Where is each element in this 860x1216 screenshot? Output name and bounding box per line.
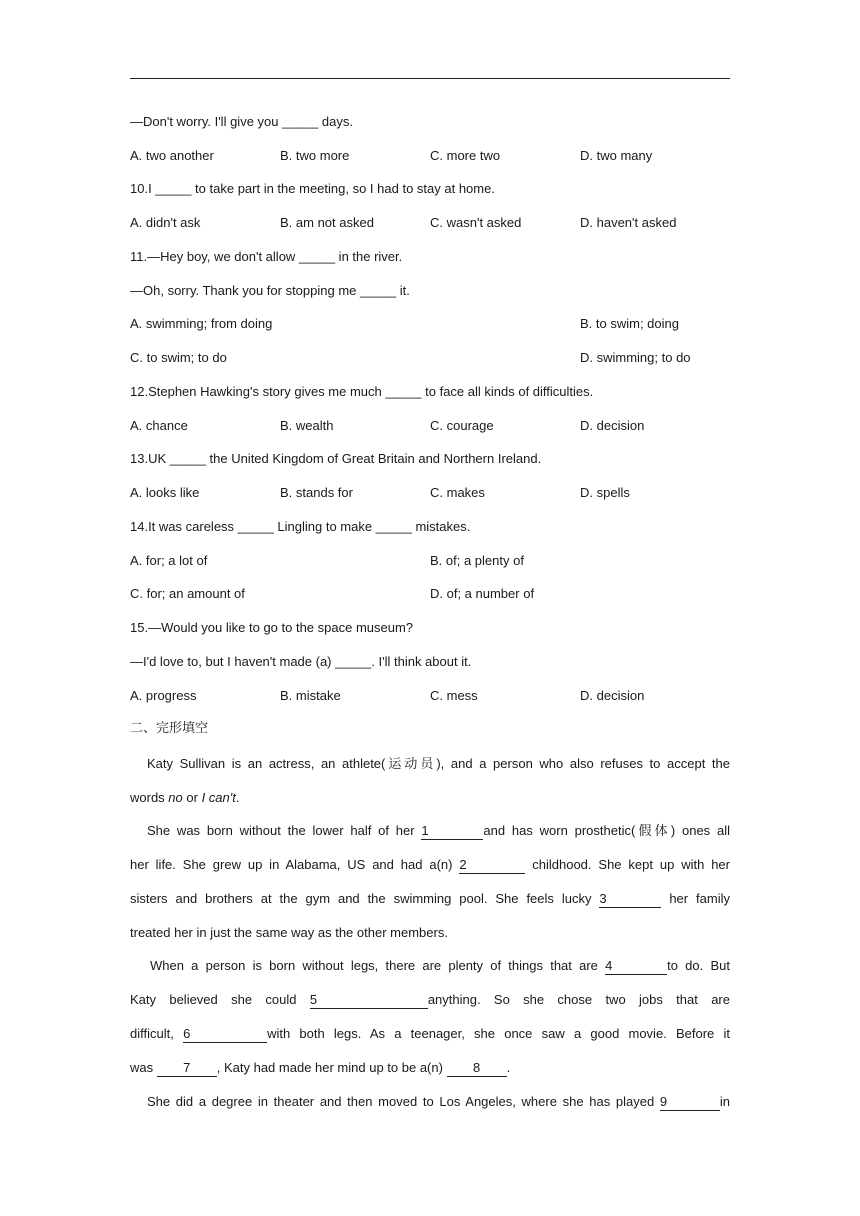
header-rule <box>130 78 730 79</box>
option-a[interactable]: A. two another <box>130 148 214 163</box>
option-d[interactable]: D. spells <box>580 485 630 500</box>
blank-1[interactable]: 1 <box>421 823 483 840</box>
blank-9[interactable]: 9 <box>660 1094 720 1111</box>
option-a[interactable]: A. for; a lot of <box>130 553 208 568</box>
option-b[interactable]: B. stands for <box>280 485 353 500</box>
option-a[interactable]: A. didn't ask <box>130 215 201 230</box>
question-15-reply: —I'd love to, but I haven't made (a) _____. I'll think about it. <box>130 654 472 669</box>
passage-p3-line2: Katy believed she could 5 anything. So she chose two jobs that are <box>130 992 730 1007</box>
option-c[interactable]: C. courage <box>430 418 494 433</box>
blank-2[interactable]: 2 <box>459 857 525 874</box>
option-d[interactable]: D. haven't asked <box>580 215 677 230</box>
blank-8[interactable]: 8 <box>447 1060 507 1077</box>
option-b[interactable]: B. am not asked <box>280 215 374 230</box>
option-c[interactable]: C. for; an amount of <box>130 586 245 601</box>
option-a[interactable]: A. swimming; from doing <box>130 316 273 331</box>
passage-p2-line4: treated her in just the same way as the other members. <box>130 925 448 940</box>
option-d[interactable]: D. two many <box>580 148 653 163</box>
option-b[interactable]: B. of; a plenty of <box>430 553 524 568</box>
option-d[interactable]: D. of; a number of <box>430 586 535 601</box>
blank-3[interactable]: 3 <box>599 891 661 908</box>
passage-p3-line1: When a person is born without legs, there are plenty of things that are 4 to do. But <box>150 958 730 973</box>
question-14-options-row2 <box>130 584 730 604</box>
option-a[interactable]: A. chance <box>130 418 188 433</box>
question-11-options-row1 <box>130 314 730 334</box>
blank-4[interactable]: 4 <box>605 958 667 975</box>
question-9-options <box>130 146 730 166</box>
option-b[interactable]: B. two more <box>280 148 350 163</box>
question-11: 11.—Hey boy, we don't allow _____ in the river. <box>130 249 403 264</box>
question-14-options-row1 <box>130 551 730 571</box>
passage-p4-line1: She did a degree in theater and then moved to Los Angeles, where she has played 9 in <box>147 1094 730 1109</box>
blank-7[interactable]: 7 <box>157 1060 217 1077</box>
option-a[interactable]: A. progress <box>130 688 197 703</box>
option-d[interactable]: D. decision <box>580 688 645 703</box>
question-11-reply: —Oh, sorry. Thank you for stopping me _____ it. <box>130 283 410 298</box>
question-12-options <box>130 416 730 436</box>
option-c[interactable]: C. more two <box>430 148 501 163</box>
passage-p1-line2: words no or I can't. <box>130 790 240 805</box>
option-c[interactable]: C. wasn't asked <box>430 215 522 230</box>
question-13: 13.UK _____ the United Kingdom of Great Britain and Northern Ireland. <box>130 451 542 466</box>
option-c[interactable]: C. mess <box>430 688 478 703</box>
question-12: 12.Stephen Hawking's story gives me much _____ to face all kinds of difficulties. <box>130 384 594 399</box>
option-b[interactable]: B. wealth <box>280 418 334 433</box>
option-c[interactable]: C. to swim; to do <box>130 350 227 365</box>
question-10: 10.I _____ to take part in the meeting, so I had to stay at home. <box>130 181 495 196</box>
option-d[interactable]: D. swimming; to do <box>580 350 691 365</box>
question-10-options <box>130 213 730 233</box>
passage-p2-line1: She was born without the lower half of her 1 and has worn prosthetic(假体) ones all <box>147 823 730 838</box>
question-15-options <box>130 686 730 706</box>
passage-p3-line4: was 7 , Katy had made her mind up to be a(n) 8 . <box>130 1060 511 1075</box>
option-b[interactable]: B. mistake <box>280 688 341 703</box>
passage-p2-line2: her life. She grew up in Alabama, US and had a(n) 2 childhood. She kept up with her <box>130 857 730 872</box>
question-11-options-row2 <box>130 348 730 368</box>
option-c[interactable]: C. makes <box>430 485 485 500</box>
question-14: 14.It was careless _____ Lingling to make _____ mistakes. <box>130 519 471 534</box>
blank-6[interactable]: 6 <box>183 1026 267 1043</box>
passage-p2-line3: sisters and brothers at the gym and the swimming pool. She feels lucky 3 her family <box>130 891 730 906</box>
section-heading-cloze: 二、完形填空 <box>130 721 209 736</box>
question-9-dialogue: —Don't worry. I'll give you _____ days. <box>130 114 353 129</box>
option-b[interactable]: B. to swim; doing <box>580 316 679 331</box>
blank-5[interactable]: 5 <box>310 992 428 1009</box>
option-a[interactable]: A. looks like <box>130 485 200 500</box>
question-13-options <box>130 483 730 503</box>
passage-p3-line3: difficult, 6 with both legs. As a teenager, she once saw a good movie. Before it <box>130 1026 730 1041</box>
passage-p1-line1: Katy Sullivan is an actress, an athlete(运动员), and a person who also refuses to accept the <box>147 756 730 771</box>
option-d[interactable]: D. decision <box>580 418 645 433</box>
question-15: 15.—Would you like to go to the space museum? <box>130 620 414 635</box>
